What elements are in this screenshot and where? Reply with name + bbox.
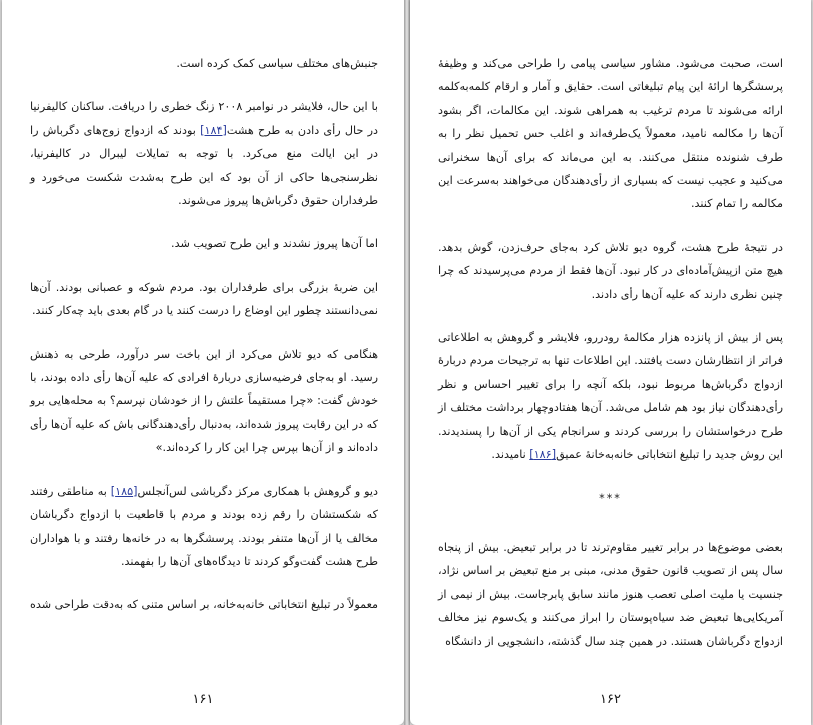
paragraph-text: بودند که ازدواج زوج‌های دگرباش را در این ایالت منع می‌کرد. با توجه به تمایلات لیبرال در کالیفرنیا، نظرسنجی‌ها حاکی از آن بود که این طرح به‌شدت شکست می‌خورد و طرفداران حقوق دگرباش‌ها پیروز می‌شوند.: [30, 123, 378, 208]
paragraph-text: دیو و گروهش با همکاری مرکز دگرباشی لس‌آنجلس: [137, 484, 378, 498]
paragraph-text: نامیدند.: [491, 448, 530, 462]
footnote-link-185[interactable]: [۱۸۵]: [110, 484, 138, 498]
footnote-link-184[interactable]: [۱۸۴]: [200, 123, 227, 137]
footnote-link-186[interactable]: [۱۸۶]: [529, 448, 557, 462]
paragraph: در نتیجهٔ طرح هشت، گروه دیو تلاش کرد به‌جای حرف‌زدن، گوش بدهد. هیچ متن ازپیش‌آماده‌ای در کار نبود. آن‌ها فقط از مردم می‌پرسیدند که چرا چنین نظری دارند که علیه آن‌ها رأی دادند.: [438, 240, 783, 301]
paragraph: اما آن‌ها پیروز نشدند و این طرح تصویب شد.: [171, 237, 378, 251]
paragraph: [30, 95, 378, 212]
page-number: ۱۶۲: [600, 692, 621, 707]
paragraph: بعضی موضوع‌ها در برابر تغییر مقاوم‌ترند تا در برابر تبعیض. بیش از پنجاه سال پس از تصویب قانون حقوق مدنی، مبنی بر منع تبعیض بر اساس نژاد، جنسیت یا ملیت اصلی تعصب هنوز مانند سابق پابرجاست. بیش از نیمی از آمریکایی‌ها تبعیض ضد سیاه‌پوستان را ابراز می‌کنند و یک‌سوم نیز مخالف ازدواج دگرباشان هستند. در همین چند سال گذشته، دانشجویی از دانشگاه: [438, 540, 783, 648]
paragraph: [438, 326, 783, 466]
left-page-text: [30, 52, 378, 637]
right-page: [410, 0, 811, 725]
paragraph-text: با این حال، فلایشر در نوامبر ۲۰۰۸ زنگ خطری را دریافت. ساکنان کالیفرنیا در حال رأی دادن به طرح هشت: [30, 100, 378, 137]
paragraph-text: پس از بیش از پانزده هزار مکالمهٔ رودررو، فلایشر و گروهش به اطلاعاتی فراتر از انتظارشان دست یافتند. این اطلاعات تنها به ترجیحات مردم دربارهٔ ازدواج دگرباش‌ها مربوط نبود، بلکه آنچه را برای تغییر احساس و نظر رأی‌دهندگان نیاز بود هم شامل می‌شد. آن‌ها هفتادوچهار برداشت مختلف از طرح درخواستشان را بررسی کردند و سرانجام یکی از آن‌ها را پسندیدند. این روش جدید را تبلیغ انتخاباتی خانه‌به‌خانهٔ عمیق: [438, 331, 783, 462]
paragraph: این ضربهٔ بزرگی برای طرفداران بود. مردم شوکه و عصبانی بودند. آن‌ها نمی‌دانستند چطور این اوضاع را درست کنند یا در گام بعدی باید چه‌کار کنند.: [30, 280, 378, 318]
paragraph: معمولاً در تبلیغ انتخاباتی خانه‌به‌خانه، بر اساس متنی که به‌دقت طراحی شده: [29, 598, 378, 612]
page-number: ۱۶۱: [192, 692, 214, 707]
paragraph: است، صحبت می‌شود. مشاور سیاسی پیامی را طراحی می‌کند و وظیفهٔ پرسشگرها ارائهٔ این پیام تبلیغاتی است. حقایق و آمار و ارقام کلمه‌به‌کلمه ارائه می‌شوند تا مردم ترغیب به همراهی شوند. این مکالمات، اگر بشود آن‌ها را مکالمه نامید، معمولاً یک‌طرفه‌اند و اغلب حس تحمیل نظر را به طرف شنونده منتقل می‌کنند. به این می‌ماند که برای آن‌ها سخنرانی می‌کنید و عجیب نیست که بسیاری از رأی‌دهندگان می‌خواهند به‌سرعت این مکالمه را تمام کنند.: [438, 57, 783, 211]
section-separator: ***: [599, 491, 622, 505]
left-page: [2, 0, 404, 725]
right-page-text: [438, 52, 783, 673]
paragraph-text: به مناطقی رفتند که شکستشان را رقم زده بودند و مردم با قاطعیت با ازدواج دگرباشان مخالف یا از آن‌ها متنفر بودند. پرسشگرها به در خانه‌ها رفتند و با هواداران طرح هشت گفت‌وگو کردند تا دیدگاه‌های آن‌ها را بفهمند.: [30, 484, 378, 568]
paragraph: هنگامی که دیو تلاش می‌کرد از این باخت سر درآورد، طرحی به ذهنش رسید. او به‌جای فرضیه‌سازی دربارهٔ افرادی که علیه آن‌ها رأی داده بودند، با خودش گفت: «چرا مستقیماً علتش را از خودشان نپرسم؟ به محله‌هایی برو که در این رقابت پیروز شده‌اند، به‌دنبال رأی‌دهندگانی باش که علیه آن‌ها رأی داده‌اند و از آن‌ها بپرس چرا این کار را کرده‌اند.»: [30, 347, 378, 455]
paragraph: جنبش‌های مختلف سیاسی کمک کرده است.: [176, 57, 378, 70]
paragraph: [30, 480, 378, 574]
